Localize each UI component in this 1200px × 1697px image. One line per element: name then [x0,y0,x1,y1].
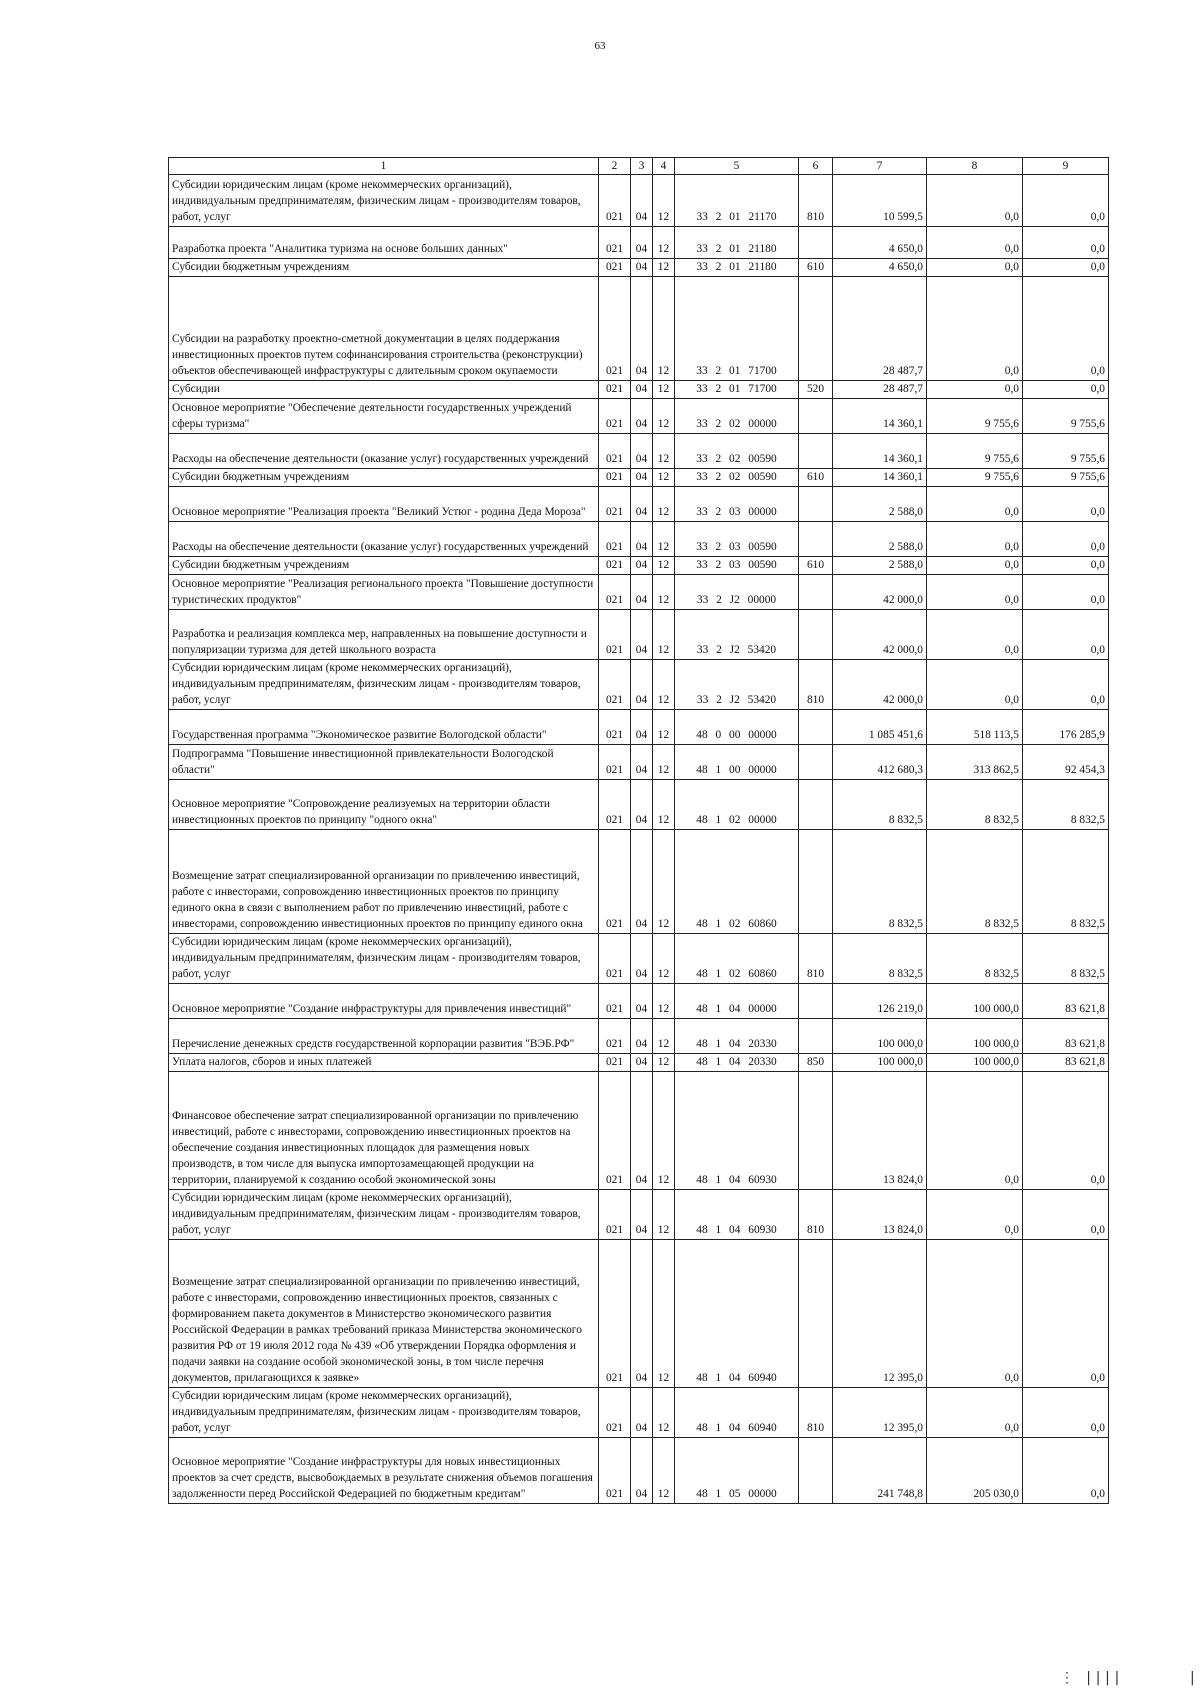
cell-c5: 48 1 02 60860 [675,830,799,934]
cell-c9: 0,0 [1023,1072,1109,1190]
cell-c8: 518 113,5 [927,710,1023,745]
cell-c2: 021 [599,522,631,557]
cell-c2: 021 [599,934,631,984]
cell-c2: 021 [599,660,631,710]
cell-c7: 2 588,0 [833,522,927,557]
cell-c8: 0,0 [927,557,1023,575]
cell-c6 [799,575,833,610]
cell-c5: 48 1 00 00000 [675,745,799,780]
cell-c2: 021 [599,381,631,399]
cell-c6: 610 [799,469,833,487]
cell-c3: 04 [631,575,653,610]
cell-c4: 12 [653,1438,675,1504]
cell-c2: 021 [599,434,631,469]
cell-c8: 0,0 [927,610,1023,660]
cell-c9: 83 621,8 [1023,1054,1109,1072]
cell-c3: 04 [631,610,653,660]
row-name-cell: Основное мероприятие "Сопровождение реализуемых на территории области инвестиционных проектов по принципу "одного окна" [169,780,599,830]
cell-c3: 04 [631,277,653,381]
cell-c7: 100 000,0 [833,1019,927,1054]
cell-c9: 0,0 [1023,487,1109,522]
cell-c6: 810 [799,1388,833,1438]
table-row [169,660,1109,710]
cell-c4: 12 [653,487,675,522]
table-row [169,557,1109,575]
table-row [169,381,1109,399]
cell-c5: 33 2 J2 00000 [675,575,799,610]
row-name-cell: Субсидии на разработку проектно-сметной документации в целях поддержания инвестиционных проектов путем софинансирования строительства (реконструкции) объектов обеспечивающей инфраструктуры с длительным сроком окупаемости [169,277,599,381]
page-number: 63 [594,40,606,52]
cell-c6 [799,830,833,934]
cell-c3: 04 [631,830,653,934]
column-header: 9 [1023,158,1109,175]
cell-c8: 0,0 [927,277,1023,381]
row-name-cell: Субсидии [169,381,599,399]
cell-c5: 48 1 05 00000 [675,1438,799,1504]
row-name-cell: Разработка и реализация комплекса мер, направленных на повышение доступности и популяризации туризма для детей школьного возраста [169,610,599,660]
cell-c3: 04 [631,522,653,557]
cell-c2: 021 [599,1019,631,1054]
cell-c6 [799,399,833,434]
cell-c9: 9 755,6 [1023,399,1109,434]
cell-c3: 04 [631,984,653,1019]
cell-c6 [799,984,833,1019]
cell-c7: 1 085 451,6 [833,710,927,745]
cell-c8: 313 862,5 [927,745,1023,780]
cell-c9: 92 454,3 [1023,745,1109,780]
row-name-cell: Субсидии юридическим лицам (кроме некоммерческих организаций), индивидуальным предпринимателям, физическим лицам - производителям товаров, работ, услуг [169,660,599,710]
cell-c6: 610 [799,259,833,277]
cell-c3: 04 [631,434,653,469]
cell-c2: 021 [599,1240,631,1388]
cell-c4: 12 [653,1190,675,1240]
cell-c9: 0,0 [1023,557,1109,575]
table-row [169,830,1109,934]
cell-c9: 0,0 [1023,575,1109,610]
cell-c6: 610 [799,557,833,575]
cell-c2: 021 [599,575,631,610]
cell-c7: 126 219,0 [833,984,927,1019]
column-header: 7 [833,158,927,175]
row-name-cell: Разработка проекта "Аналитика туризма на основе больших данных" [169,227,599,259]
cell-c8: 8 832,5 [927,934,1023,984]
cell-c4: 12 [653,175,675,227]
cell-c8: 100 000,0 [927,984,1023,1019]
cell-c6 [799,487,833,522]
table-row [169,469,1109,487]
cell-c9: 0,0 [1023,381,1109,399]
budget-table [168,157,1109,1504]
table-row [169,710,1109,745]
cell-c8: 0,0 [927,1240,1023,1388]
table-row [169,1438,1109,1504]
cell-c3: 04 [631,175,653,227]
cell-c6 [799,1438,833,1504]
cell-c7: 13 824,0 [833,1190,927,1240]
cell-c5: 33 2 J2 53420 [675,610,799,660]
row-name-cell: Возмещение затрат специализированной организации по привлечению инвестиций, работе с инвесторами, сопровождению инвестиционных проектов по принципу единого окна в связи с выполнением работ по привлечению инвестиций, работе с инвесторами, сопровождению инвестиционных проектов по принципу единого окна [169,830,599,934]
column-header: 2 [599,158,631,175]
cell-c4: 12 [653,984,675,1019]
cell-c7: 14 360,1 [833,399,927,434]
cell-c6 [799,522,833,557]
table-row [169,522,1109,557]
cell-c5: 48 1 02 00000 [675,780,799,830]
cell-c6: 520 [799,381,833,399]
cell-c4: 12 [653,710,675,745]
cell-c5: 48 1 04 60930 [675,1072,799,1190]
row-name-cell: Основное мероприятие "Реализация проекта "Великий Устюг - родина Деда Мороза" [169,487,599,522]
cell-c3: 04 [631,1438,653,1504]
row-name-cell: Основное мероприятие "Создание инфраструктуры для привлечения инвестиций" [169,984,599,1019]
cell-c7: 8 832,5 [833,830,927,934]
table-row [169,227,1109,259]
cell-c2: 021 [599,277,631,381]
cell-c8: 0,0 [927,1190,1023,1240]
cell-c7: 14 360,1 [833,434,927,469]
cell-c7: 100 000,0 [833,1054,927,1072]
cell-c5: 48 1 02 60860 [675,934,799,984]
row-name-cell: Уплата налогов, сборов и иных платежей [169,1054,599,1072]
table-row [169,610,1109,660]
cell-c4: 12 [653,934,675,984]
table-row [169,780,1109,830]
cell-c3: 04 [631,259,653,277]
table-row [169,1388,1109,1438]
column-header: 8 [927,158,1023,175]
table-row [169,1054,1109,1072]
cell-c7: 412 680,3 [833,745,927,780]
cell-c9: 0,0 [1023,1388,1109,1438]
cell-c2: 021 [599,610,631,660]
row-name-cell: Основное мероприятие "Создание инфраструктуры для новых инвестиционных проектов за счет средств, высвобождаемых в результате снижения объемов погашения задолженности перед Российской Федерацией по бюджетным кредитам" [169,1438,599,1504]
row-name-cell: Государственная программа "Экономическое развитие Вологодской области" [169,710,599,745]
cell-c4: 12 [653,399,675,434]
cell-c3: 04 [631,469,653,487]
cell-c8: 9 755,6 [927,469,1023,487]
cell-c8: 100 000,0 [927,1019,1023,1054]
cell-c4: 12 [653,557,675,575]
table-row [169,575,1109,610]
cell-c9: 9 755,6 [1023,434,1109,469]
cell-c8: 0,0 [927,487,1023,522]
table-row [169,259,1109,277]
cell-c2: 021 [599,710,631,745]
cell-c4: 12 [653,381,675,399]
cell-c5: 48 1 04 60940 [675,1388,799,1438]
cell-c5: 33 2 01 21170 [675,175,799,227]
cell-c9: 83 621,8 [1023,1019,1109,1054]
cell-c8: 0,0 [927,259,1023,277]
cell-c8: 0,0 [927,381,1023,399]
cell-c9: 0,0 [1023,277,1109,381]
cell-c5: 33 2 03 00000 [675,487,799,522]
cell-c9: 176 285,9 [1023,710,1109,745]
cell-c3: 04 [631,745,653,780]
cell-c3: 04 [631,487,653,522]
cell-c2: 021 [599,227,631,259]
row-name-cell: Субсидии юридическим лицам (кроме некоммерческих организаций), индивидуальным предпринимателям, физическим лицам - производителям товаров, работ, услуг [169,175,599,227]
cell-c3: 04 [631,227,653,259]
cell-c7: 12 395,0 [833,1240,927,1388]
cell-c2: 021 [599,984,631,1019]
cell-c9: 0,0 [1023,610,1109,660]
cell-c5: 33 2 01 21180 [675,259,799,277]
cell-c2: 021 [599,487,631,522]
row-name-cell: Расходы на обеспечение деятельности (оказание услуг) государственных учреждений [169,434,599,469]
cell-c8: 0,0 [927,1072,1023,1190]
cell-c5: 33 2 01 71700 [675,381,799,399]
cell-c2: 021 [599,1054,631,1072]
table-row [169,434,1109,469]
table-row [169,1019,1109,1054]
cell-c9: 0,0 [1023,1438,1109,1504]
cell-c5: 33 2 J2 53420 [675,660,799,710]
cell-c6 [799,710,833,745]
cell-c8: 9 755,6 [927,434,1023,469]
cell-c4: 12 [653,259,675,277]
cell-c5: 33 2 03 00590 [675,522,799,557]
cell-c8: 9 755,6 [927,399,1023,434]
cell-c3: 04 [631,934,653,984]
cell-c3: 04 [631,1072,653,1190]
cell-c8: 0,0 [927,175,1023,227]
cell-c5: 48 1 04 20330 [675,1054,799,1072]
cell-c2: 021 [599,259,631,277]
cell-c6 [799,227,833,259]
cell-c3: 04 [631,1054,653,1072]
cell-c6 [799,1072,833,1190]
cell-c7: 8 832,5 [833,780,927,830]
cell-c7: 2 588,0 [833,487,927,522]
column-header: 6 [799,158,833,175]
cell-c8: 0,0 [927,660,1023,710]
cell-c3: 04 [631,1190,653,1240]
cell-c9: 8 832,5 [1023,830,1109,934]
cell-c9: 0,0 [1023,660,1109,710]
cell-c7: 14 360,1 [833,469,927,487]
row-name-cell: Возмещение затрат специализированной организации по привлечению инвестиций, работе с инвесторами, сопровождению инвестиционных проектов, связанных с формированием пакета документов в Министерство экономического развития Российской Федерации в рамках требований приказа Министерства экономического развития РФ от 19 июля 2012 года № 439 «Об утверждении Порядка оформления и подачи заявки на создание особой экономической зоны, в том числе перечня документов, прилагающихся к заявке» [169,1240,599,1388]
row-name-cell: Финансовое обеспечение затрат специализированной организации по привлечению инвестиций, работе с инвесторами, сопровождению инвестиционных проектов на обеспечение создания инвестиционных площадок для размещения новых производств, в том числе для выпуска импортозамещающей продукции на территории, планируемой к созданию особой экономической зоны [169,1072,599,1190]
cell-c5: 48 1 04 20330 [675,1019,799,1054]
cell-c2: 021 [599,1438,631,1504]
cell-c4: 12 [653,227,675,259]
cell-c9: 8 832,5 [1023,780,1109,830]
column-header: 5 [675,158,799,175]
table-body [169,175,1109,1504]
table-row [169,277,1109,381]
row-name-cell: Субсидии юридическим лицам (кроме некоммерческих организаций), индивидуальным предпринимателям, физическим лицам - производителям товаров, работ, услуг [169,1190,599,1240]
cell-c3: 04 [631,399,653,434]
row-name-cell: Перечисление денежных средств государственной корпорации развития "ВЭБ.РФ" [169,1019,599,1054]
row-name-cell: Субсидии юридическим лицам (кроме некоммерческих организаций), индивидуальным предпринимателям, физическим лицам - производителям товаров, работ, услуг [169,934,599,984]
cell-c4: 12 [653,277,675,381]
cell-c5: 33 2 01 71700 [675,277,799,381]
cell-c7: 42 000,0 [833,575,927,610]
cell-c3: 04 [631,1019,653,1054]
cell-c4: 12 [653,1019,675,1054]
cell-c4: 12 [653,469,675,487]
cell-c8: 205 030,0 [927,1438,1023,1504]
row-name-cell: Субсидии бюджетным учреждениям [169,557,599,575]
cell-c4: 12 [653,1388,675,1438]
cell-c9: 0,0 [1023,1240,1109,1388]
cell-c2: 021 [599,745,631,780]
cell-c6: 810 [799,1190,833,1240]
cell-c3: 04 [631,381,653,399]
cell-c7: 12 395,0 [833,1388,927,1438]
cell-c2: 021 [599,1190,631,1240]
cell-c7: 241 748,8 [833,1438,927,1504]
cell-c7: 28 487,7 [833,381,927,399]
cell-c4: 12 [653,434,675,469]
cell-c6 [799,780,833,830]
cell-c8: 8 832,5 [927,830,1023,934]
cell-c4: 12 [653,522,675,557]
cell-c4: 12 [653,575,675,610]
cell-c8: 0,0 [927,575,1023,610]
table-row [169,1072,1109,1190]
cell-c9: 83 621,8 [1023,984,1109,1019]
cell-c4: 12 [653,610,675,660]
cell-c7: 42 000,0 [833,610,927,660]
cell-c6: 810 [799,175,833,227]
table-row [169,745,1109,780]
cell-c5: 33 2 01 21180 [675,227,799,259]
cell-c6: 810 [799,934,833,984]
cell-c5: 33 2 03 00590 [675,557,799,575]
cell-c6 [799,1240,833,1388]
cell-c6 [799,610,833,660]
row-name-cell: Субсидии бюджетным учреждениям [169,259,599,277]
row-name-cell: Основное мероприятие "Реализация регионального проекта "Повышение доступности туристических продуктов" [169,575,599,610]
cell-c3: 04 [631,710,653,745]
cell-c9: 0,0 [1023,522,1109,557]
column-header: 1 [169,158,599,175]
table-row [169,934,1109,984]
cell-c5: 48 0 00 00000 [675,710,799,745]
cell-c7: 8 832,5 [833,934,927,984]
cell-c7: 13 824,0 [833,1072,927,1190]
cell-c4: 12 [653,660,675,710]
cell-c2: 021 [599,780,631,830]
cell-c4: 12 [653,830,675,934]
cell-c4: 12 [653,1054,675,1072]
cell-c2: 021 [599,1388,631,1438]
cell-c7: 4 650,0 [833,227,927,259]
cell-c5: 33 2 02 00590 [675,434,799,469]
cell-c4: 12 [653,780,675,830]
cell-c2: 021 [599,469,631,487]
cell-c8: 100 000,0 [927,1054,1023,1072]
cell-c8: 0,0 [927,1388,1023,1438]
cell-c6 [799,745,833,780]
cell-c9: 0,0 [1023,259,1109,277]
table-row [169,1240,1109,1388]
column-header: 4 [653,158,675,175]
table-row [169,175,1109,227]
cell-c9: 0,0 [1023,175,1109,227]
cell-c3: 04 [631,1240,653,1388]
row-name-cell: Расходы на обеспечение деятельности (оказание услуг) государственных учреждений [169,522,599,557]
cell-c4: 12 [653,1240,675,1388]
cell-c4: 12 [653,745,675,780]
cell-c9: 9 755,6 [1023,469,1109,487]
cell-c3: 04 [631,660,653,710]
cell-c3: 04 [631,780,653,830]
table-row [169,487,1109,522]
cell-c6: 810 [799,660,833,710]
cell-c8: 0,0 [927,227,1023,259]
cell-c5: 33 2 02 00000 [675,399,799,434]
row-name-cell: Субсидии бюджетным учреждениям [169,469,599,487]
scan-mark-icon: ⋮ |||| | [1060,1670,1198,1686]
cell-c2: 021 [599,557,631,575]
row-name-cell: Основное мероприятие "Обеспечение деятельности государственных учреждений сферы туризма" [169,399,599,434]
cell-c2: 021 [599,830,631,934]
table-row [169,1190,1109,1240]
cell-c2: 021 [599,1072,631,1190]
cell-c9: 0,0 [1023,227,1109,259]
column-header: 3 [631,158,653,175]
cell-c7: 2 588,0 [833,557,927,575]
cell-c7: 4 650,0 [833,259,927,277]
cell-c5: 48 1 04 60930 [675,1190,799,1240]
cell-c8: 0,0 [927,522,1023,557]
cell-c4: 12 [653,1072,675,1190]
cell-c9: 0,0 [1023,1190,1109,1240]
cell-c6 [799,277,833,381]
cell-c5: 48 1 04 00000 [675,984,799,1019]
cell-c3: 04 [631,1388,653,1438]
cell-c6: 850 [799,1054,833,1072]
cell-c2: 021 [599,399,631,434]
cell-c7: 28 487,7 [833,277,927,381]
row-name-cell: Субсидии юридическим лицам (кроме некоммерческих организаций), индивидуальным предпринимателям, физическим лицам - производителям товаров, работ, услуг [169,1388,599,1438]
table-row [169,399,1109,434]
column-header-row [169,158,1109,175]
budget-table-container [168,157,1108,1504]
cell-c7: 42 000,0 [833,660,927,710]
cell-c3: 04 [631,557,653,575]
cell-c6 [799,1019,833,1054]
cell-c7: 10 599,5 [833,175,927,227]
cell-c5: 33 2 02 00590 [675,469,799,487]
table-row [169,984,1109,1019]
cell-c8: 8 832,5 [927,780,1023,830]
cell-c9: 8 832,5 [1023,934,1109,984]
cell-c2: 021 [599,175,631,227]
cell-c6 [799,434,833,469]
cell-c5: 48 1 04 60940 [675,1240,799,1388]
row-name-cell: Подпрограмма "Повышение инвестиционной привлекательности Вологодской области" [169,745,599,780]
